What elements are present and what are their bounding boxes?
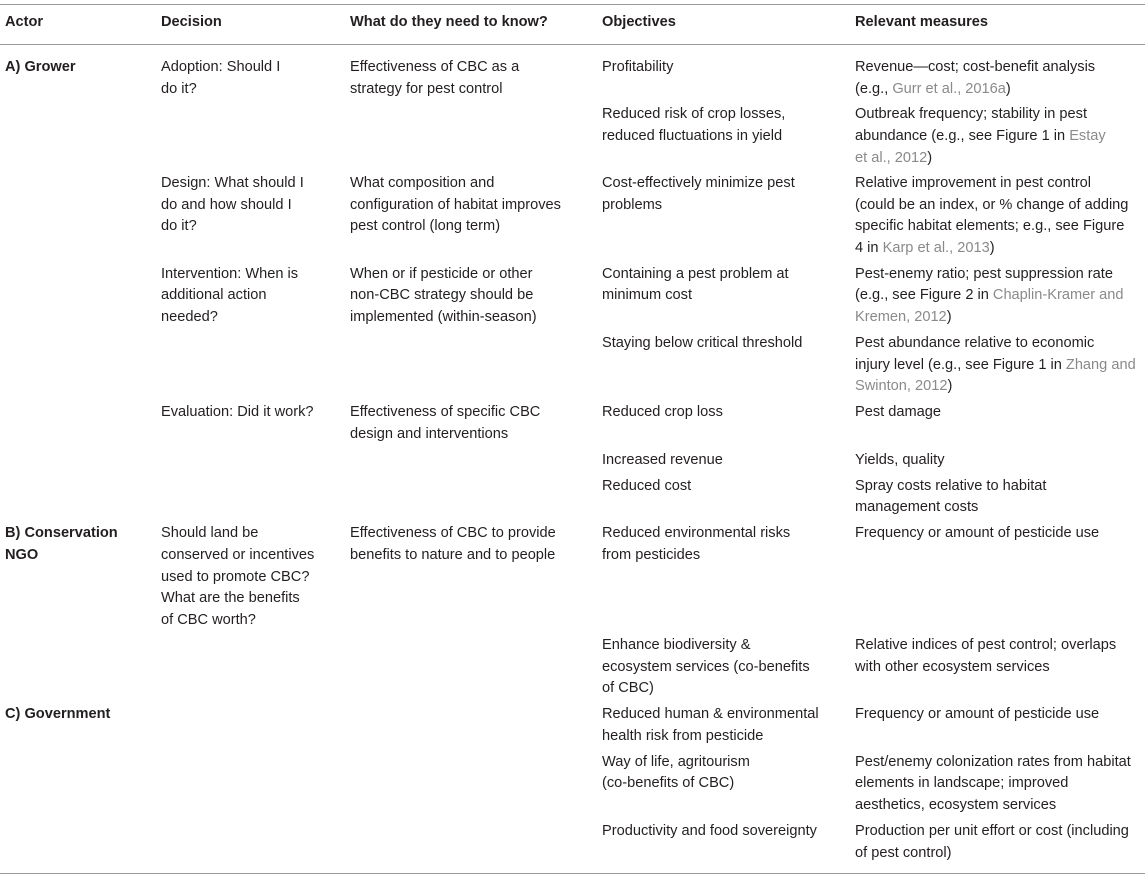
objective-productivity: Productivity and food sovereignty [602,823,817,839]
measure-text: 4 in [855,240,883,256]
header-measures: Relevant measures [855,14,989,30]
decision-ngo: Should land be [161,525,259,541]
measure-text: ) [947,378,953,394]
measure-pest-damage: Pest damage [855,404,941,420]
objective-cost: Reduced cost [602,478,692,494]
citation-link[interactable]: Swinton, 2012 [855,378,948,394]
measure-spray-costs: Spray costs relative to habitat [855,478,1047,494]
measure-abundance-3 [855,376,952,398]
measure-text: ) [927,150,933,166]
measure-pest-enemy: Pest-enemy ratio; pest suppression rate [855,266,1113,282]
citation-link[interactable]: Estay [1069,128,1106,144]
know-cbc-strategy-2: strategy for pest control [350,81,503,97]
measure-colonization-3: aesthetics, ecosystem services [855,797,1057,813]
measure-text: (e.g., see Figure 2 in [855,287,993,303]
know-cbc-strategy: Effectiveness of CBC as a [350,59,520,75]
citation-link[interactable]: Kremen, 2012 [855,309,947,325]
measure-pest-enemy-2 [855,285,1124,307]
measure-text: ) [989,240,995,256]
header-rule [0,44,1145,45]
decision-adoption: Adoption: Should I [161,59,281,75]
decision-ngo-4: What are the benefits [161,590,300,606]
objective-biodiversity-2: ecosystem services (co-benefits [602,659,810,675]
decision-adoption-2: do it? [161,81,197,97]
decision-ngo-5: of CBC worth? [161,612,256,628]
know-benefits-2: benefits to nature and to people [350,547,556,563]
decision-intervention-2: additional action [161,287,267,303]
objective-profitability: Profitability [602,59,674,75]
know-habitat-2: configuration of habitat improves [350,197,561,213]
objective-env-risk: Reduced environmental risks [602,525,791,541]
measure-colonization-2: elements in landscape; improved [855,775,1069,791]
measure-indices-2: with other ecosystem services [855,659,1050,675]
objective-biodiversity: Enhance biodiversity & [602,637,751,653]
citation-link[interactable]: Chaplin-Kramer and [992,287,1124,303]
measure-text: abundance (e.g., see Figure 1 in [855,128,1070,144]
measure-outbreak-3 [855,148,932,170]
objective-biodiversity-3: of CBC) [602,680,654,696]
decision-design-2: do and how should I [161,197,292,213]
objective-minimize-pest: Cost-effectively minimize pest [602,175,795,191]
decision-intervention-3: needed? [161,309,218,325]
objective-crop-risk: Reduced risk of crop losses, [602,106,786,122]
header-actor: Actor [5,14,44,30]
objective-crop-loss: Reduced crop loss [602,404,723,420]
decision-intervention: Intervention: When is [161,266,299,282]
measure-text: ) [1005,81,1011,97]
citation-link[interactable]: Zhang and [1065,357,1136,373]
header-know: What do they need to know? [350,14,548,30]
know-habitat: What composition and [350,175,495,191]
header-objectives: Objectives [602,14,676,30]
measure-revenue-cost: Revenue—cost; cost-benefit analysis [855,59,1096,75]
citation-link[interactable]: et al., 2012 [855,150,928,166]
know-specific-design: Effectiveness of specific CBC [350,404,541,420]
objective-crop-risk-2: reduced fluctuations in yield [602,128,783,144]
objective-containing-2: minimum cost [602,287,693,303]
objective-revenue: Increased revenue [602,452,723,468]
measure-improvement-3: specific habitat elements; e.g., see Figure [855,218,1125,234]
measure-text: injury level (e.g., see Figure 1 in [855,357,1066,373]
measure-indices: Relative indices of pest control; overlaps [855,637,1117,653]
measure-production: Production per unit effort or cost (including [855,823,1129,839]
measure-improvement-4 [855,238,995,260]
measure-outbreak-2 [855,126,1106,148]
objective-containing: Containing a pest problem at [602,266,789,282]
actor-government: C) Government [5,706,111,722]
decision-design: Design: What should I [161,175,304,191]
measure-yields: Yields, quality [855,452,945,468]
measure-pesticide-use: Frequency or amount of pesticide use [855,525,1100,541]
decision-design-3: do it? [161,218,197,234]
objective-env-risk-2: from pesticides [602,547,701,563]
objective-minimize-pest-2: problems [602,197,663,213]
measure-improvement: Relative improvement in pest control [855,175,1092,191]
measure-abundance: Pest abundance relative to economic [855,335,1095,351]
measure-text: ) [946,309,952,325]
know-pesticide-2: non-CBC strategy should be [350,287,534,303]
measure-spray-costs-2: management costs [855,499,979,515]
measure-production-2: of pest control) [855,845,952,861]
measure-improvement-2: (could be an index, or % change of adding [855,197,1129,213]
decision-ngo-2: conserved or incentives [161,547,315,563]
citation-link[interactable]: Karp et al., 2013 [882,240,990,256]
measure-abundance-2 [855,355,1136,377]
objective-way-of-life-2: (co-benefits of CBC) [602,775,735,791]
measure-outbreak: Outbreak frequency; stability in pest [855,106,1087,122]
objective-threshold: Staying below critical threshold [602,335,803,351]
header-decision: Decision [161,14,222,30]
know-pesticide-3: implemented (within-season) [350,309,537,325]
know-specific-design-2: design and interventions [350,426,509,442]
know-pesticide: When or if pesticide or other [350,266,533,282]
decision-evaluation: Evaluation: Did it work? [161,404,314,420]
know-habitat-3: pest control (long term) [350,218,501,234]
measure-pest-enemy-3 [855,307,952,329]
actor-ngo: B) Conservation [5,525,118,541]
know-benefits: Effectiveness of CBC to provide [350,525,556,541]
objective-health-risk: Reduced human & environmental [602,706,819,722]
bottom-rule [0,873,1145,874]
top-rule [0,4,1145,5]
measure-text: (e.g., [855,81,893,97]
objective-health-risk-2: health risk from pesticide [602,728,764,744]
actor-grower: A) Grower [5,59,76,75]
measure-colonization: Pest/enemy colonization rates from habitat [855,754,1131,770]
citation-link[interactable]: Gurr et al., 2016a [892,81,1006,97]
decision-ngo-3: used to promote CBC? [161,569,310,585]
measure-revenue-cost-2 [855,79,1011,101]
measure-pesticide-use-gov: Frequency or amount of pesticide use [855,706,1100,722]
objective-way-of-life: Way of life, agritourism [602,754,750,770]
actor-ngo-2: NGO [5,547,39,563]
